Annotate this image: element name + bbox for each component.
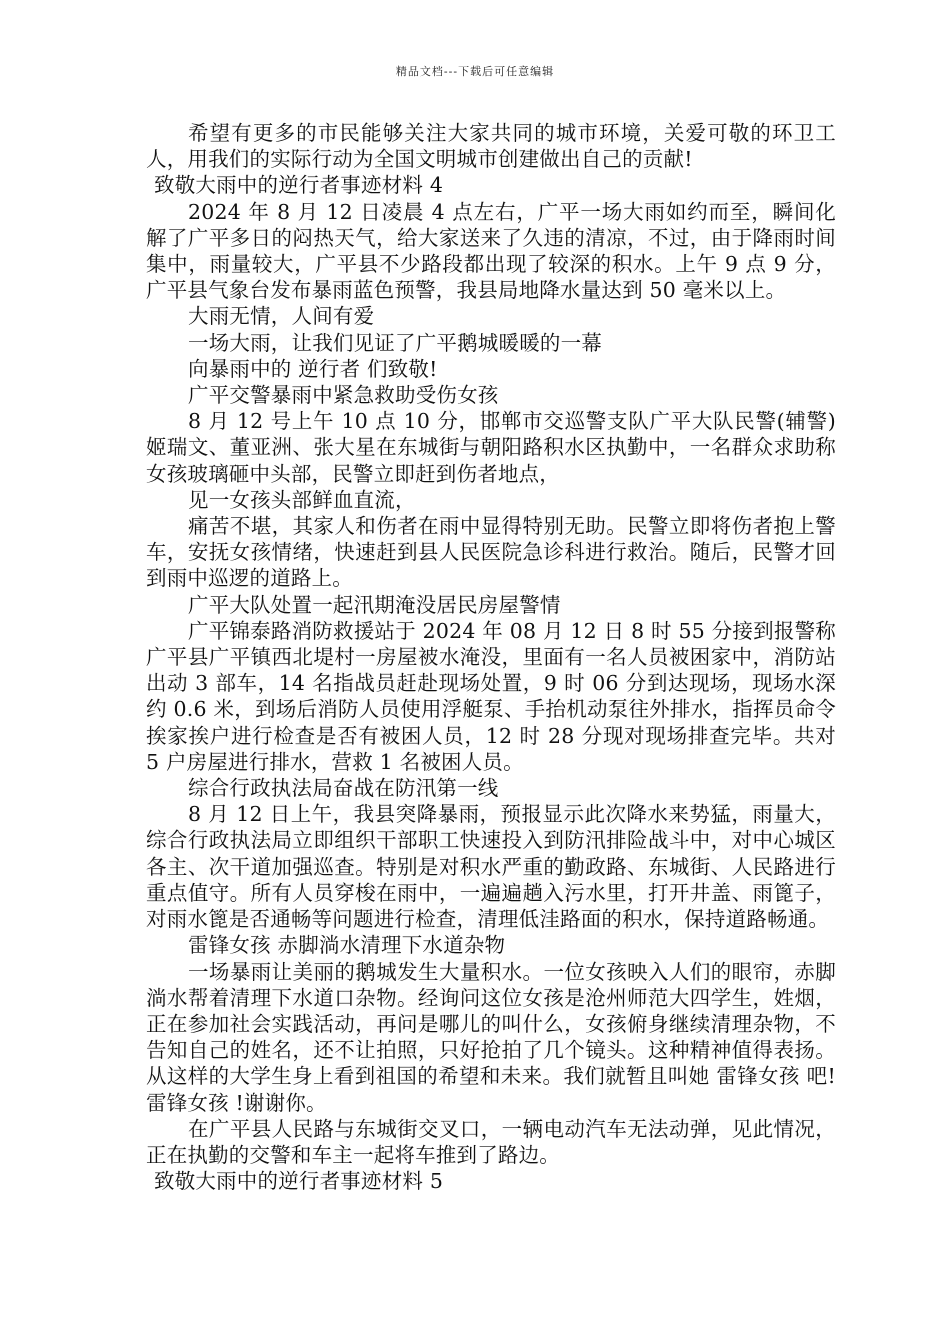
paragraph: 广平锦泰路消防救援站于 2024 年 08 月 12 日 8 时 55 分接到报警称广平县广平镇西北堤村一房屋被水淹没，里面有一名人员被困家中，消防站出动 3 部车，14 名指战员赶赴现场处置，9 时 06 分到达现场，现场水深约 0.6 米，到场后消防人员使用浮艇泵、手抬机动泵往外排水，指挥员命令挨家挨户进行检查是否有被困人员，12 时 28 分现对现场排查完毕。共对 5 户房屋进行排水，营救 1 名被困人员。 — [146, 618, 836, 774]
section-title: 致敬大雨中的逆行者事迹材料 4 — [154, 173, 444, 198]
paragraph: 在广平县人民路与东城街交叉口，一辆电动汽车无法动弹，见此情况，正在执勤的交警和车主一起将车推到了路边。 — [146, 1116, 836, 1167]
paragraph: 向暴雨中的 逆行者 们致敬! — [188, 356, 438, 381]
paragraph: 8 月 12 日上午，我县突降暴雨，预报显示此次降水来势猛，雨量大，综合行政执法局立即组织干部职工快速投入到防汛排险战斗中，对中心城区各主、次干道加强巡查。特别是对积水严重的勤政路、东城街、人民路进行重点值守。所有人员穿梭在雨中，一遍遍趟入污水里，打开井盖、雨篦子，对雨水篦是否通畅等问题进行检查，清理低洼路面的积水，保持道路畅通。 — [146, 802, 836, 932]
paragraph: 8 月 12 号上午 10 点 10 分，邯郸市交巡警支队广平大队民警(辅警)姬瑞文、董亚洲、张大星在东城街与朝阳路积水区执勤中，一名群众求助称女孩玻璃砸中头部，民警立即赶到伤者地点， — [146, 409, 836, 486]
paragraph: 一场大雨，让我们见证了广平鹅城暖暖的一幕 — [188, 330, 602, 355]
subheading: 综合行政执法局奋战在防汛第一线 — [188, 776, 499, 801]
paragraph: 痛苦不堪，其家人和伤者在雨中显得特别无助。民警立即将伤者抱上警车，安抚女孩情绪，快速赶到县人民医院急诊科进行救治。随后，民警才回到雨中巡逻的道路上。 — [146, 514, 836, 591]
document-body — [146, 120, 836, 1194]
paragraph: 大雨无情，人间有爱 — [188, 304, 375, 329]
subheading: 雷锋女孩 赤脚淌水清理下水道杂物 — [188, 933, 506, 958]
subheading: 广平大队处置一起汛期淹没居民房屋警情 — [188, 592, 561, 617]
paragraph: 希望有更多的市民能够关注大家共同的城市环境，关爱可敬的环卫工人，用我们的实际行动为全国文明城市创建做出自己的贡献! — [146, 121, 836, 172]
section-title: 致敬大雨中的逆行者事迹材料 5 — [154, 1169, 444, 1194]
paragraph: 2024 年 8 月 12 日凌晨 4 点左右，广平一场大雨如约而至，瞬间化解了广平多日的闷热天气，给大家送来了久违的清凉，不过，由于降雨时间集中，雨量较大，广平县不少路段都出现了较深的积水。上午 9 点 9 分，广平县气象台发布暴雨蓝色预警，我县局地降水量达到 50 毫米以上。 — [146, 199, 836, 303]
paragraph: 一场暴雨让美丽的鹅城发生大量积水。一位女孩映入人们的眼帘，赤脚淌水帮着清理下水道口杂物。经询问这位女孩是沧州师范大四学生，姓烟，正在参加社会实践活动，再问是哪儿的叫什么，女孩俯身继续清理杂物，不告知自己的姓名，还不让拍照，只好抢拍了几个镜头。这种精神值得表扬。从这样的大学生身上看到祖国的希望和未来。我们就暂且叫她 雷锋女孩 吧! 雷锋女孩 !谢谢你。 — [146, 959, 836, 1115]
paragraph: 见一女孩头部鲜血直流， — [188, 487, 416, 512]
page-header: 精品文档---下载后可任意编辑 — [395, 65, 555, 78]
subheading: 广平交警暴雨中紧急救助受伤女孩 — [188, 383, 499, 408]
